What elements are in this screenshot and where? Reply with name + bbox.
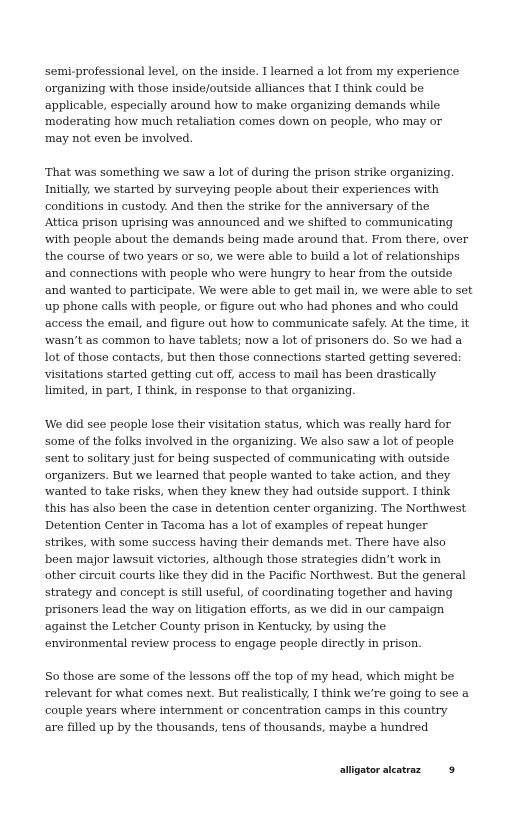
text-line: environmental review process to engage people directly in prison. [45, 636, 422, 650]
text-line: the course of two years or so, we were able to build a lot of relationships [45, 249, 460, 263]
text-line: and wanted to participate. We were able to get mail in, we were able to set [45, 283, 473, 297]
text-line: sent to solitary just for being suspected of communicating with outside [45, 451, 450, 465]
text-line: That was something we saw a lot of during the prison strike organizing. [45, 165, 455, 179]
text-line: been major lawsuit victories, although those strategies didn’t work in [45, 552, 441, 566]
paragraph [45, 417, 485, 652]
text-line: So those are some of the lessons off the top of my head, which might be [45, 670, 455, 684]
text-line: this has also been the case in detention center organizing. The Northwest [45, 502, 467, 516]
text-line: up phone calls with people, or figure out who had phones and who could [45, 300, 459, 314]
text-line: Initially, we started by surveying people about their experiences with [45, 182, 439, 196]
text-line: and connections with people who were hungry to hear from the outside [45, 266, 453, 280]
text-line: lot of those contacts, but then those connections started getting severed: [45, 350, 462, 364]
paragraph [45, 165, 485, 400]
text-line: relevant for what comes next. But realistically, I think we’re going to see a [45, 687, 469, 701]
text-line: access the email, and figure out how to communicate safely. At the time, it [45, 317, 470, 331]
text-line: may not even be involved. [45, 132, 194, 146]
page-body [45, 64, 485, 753]
text-line: with people about the demands being made around that. From there, over [45, 233, 469, 247]
text-line: prisoners lead the way on litigation efforts, as we did in our campaign [45, 602, 445, 616]
text-line: We did see people lose their visitation status, which was really hard for [45, 418, 451, 432]
text-line: wasn’t as common to have tablets; now a lot of prisoners do. So we had a [45, 333, 463, 347]
text-line: other circuit courts like they did in the Pacific Northwest. But the general [45, 569, 466, 583]
text-line: moderating how much retaliation comes down on people, who may or [45, 115, 442, 129]
paragraph [45, 64, 485, 148]
text-line: conditions in custody. And then the strike for the anniversary of the [45, 199, 430, 213]
text-line: against the Letcher County prison in Kentucky, by using the [45, 619, 387, 633]
text-line: applicable, especially around how to make organizing demands while [45, 98, 441, 112]
text-line: Attica prison uprising was announced and we shifted to communicating [45, 216, 453, 230]
page-number: 9 [449, 766, 455, 776]
text-line: organizing with those inside/outside alliances that I think could be [45, 81, 424, 95]
text-line: limited, in part, I think, in response to that organizing. [45, 384, 356, 398]
text-line: visitations started getting cut off, access to mail has been drastically [45, 367, 436, 381]
text-line: strategy and concept is still useful, of coordinating together and having [45, 586, 453, 600]
paragraph [45, 669, 485, 736]
text-line: couple years where internment or concentration camps in this country [45, 703, 448, 717]
page-footer [0, 766, 528, 780]
text-line: Detention Center in Tacoma has a lot of examples of repeat hunger [45, 518, 428, 532]
running-title: alligator alcatraz [340, 766, 421, 776]
text-line: organizers. But we learned that people wanted to take action, and they [45, 468, 451, 482]
text-line: strikes, with some success having their demands met. There have also [45, 535, 446, 549]
text-line: are filled up by the thousands, tens of thousands, maybe a hundred [45, 720, 429, 734]
text-line: semi-professional level, on the inside. I learned a lot from my experience [45, 65, 460, 78]
text-line: wanted to take risks, when they knew they had outside support. I think [45, 485, 451, 499]
text-line: some of the folks involved in the organizing. We also saw a lot of people [45, 434, 454, 448]
